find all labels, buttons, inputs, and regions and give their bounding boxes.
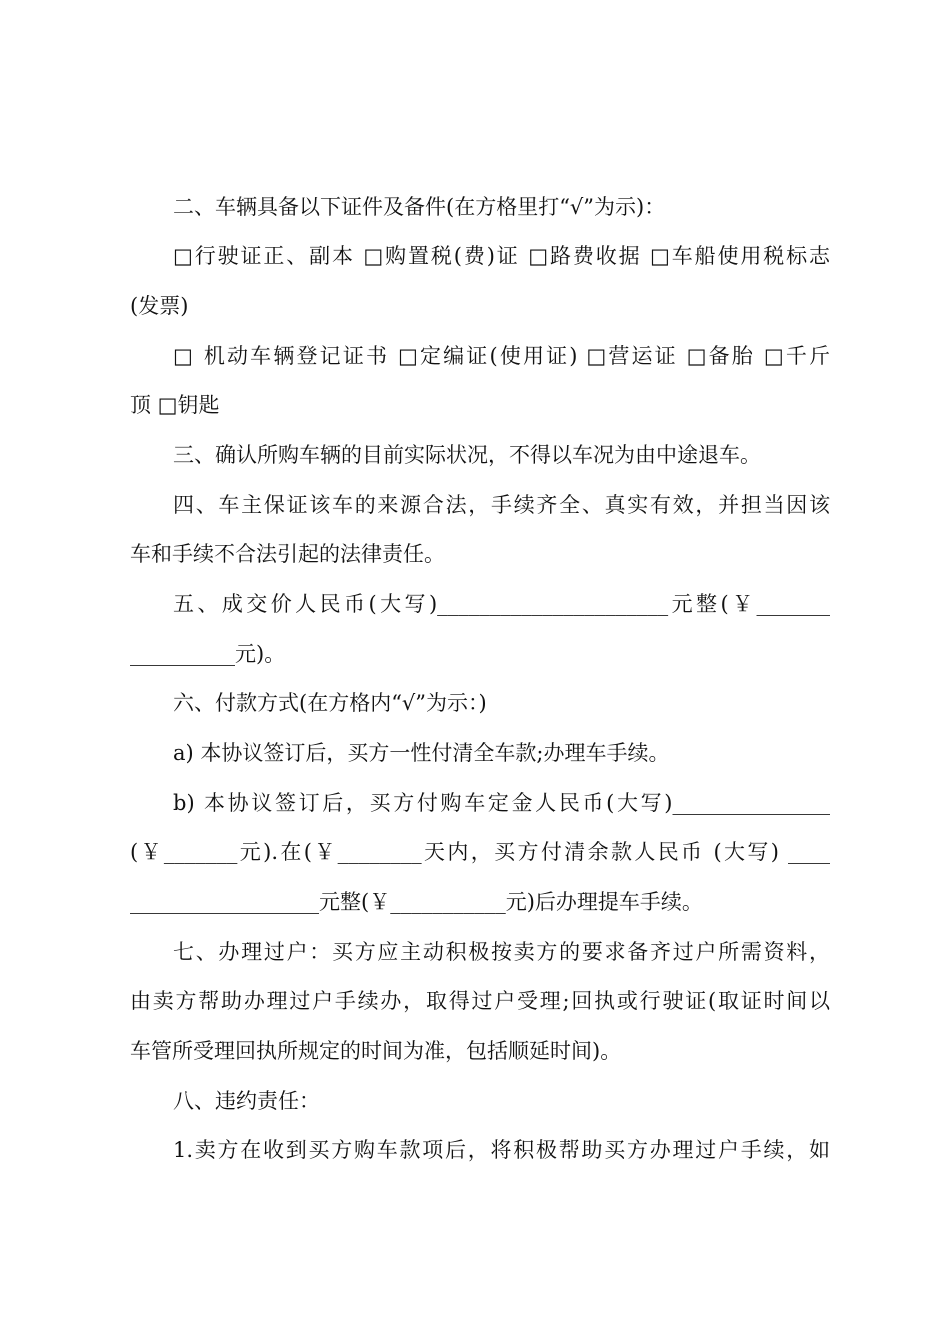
clause-3: 三、确认所购车辆的目前实际状况，不得以车况为由中途退车。: [173, 443, 761, 467]
clause-7-line-3: 车管所受理回执所规定的时间为准，包括顺延时间)。: [130, 1039, 622, 1063]
clause-2-checklist-line-4: 顶 □钥匙: [130, 393, 220, 417]
clause-6-option-b-line-3: __________________元整(￥___________元)后办理提车手续。: [130, 890, 703, 914]
clause-2-heading: 二、车辆具备以下证件及备件(在方格里打“√”为示)：: [173, 195, 666, 219]
clause-5-line-1: 五、成交价人民币(大写)______________________元整(￥_______: [173, 592, 830, 616]
clause-7-line-1: 七、办理过户：买方应主动积极按卖方的要求备齐过户所需资料，: [173, 940, 830, 964]
clause-7-line-2: 由卖方帮助办理过户手续办，取得过户受理;回执或行驶证(取证时间以: [130, 989, 830, 1013]
clause-5-line-2: __________元)。: [130, 642, 286, 666]
clause-6-option-b-line-2: (￥_______元).在(￥________天内，买方付清余款人民币 (大写) ____: [130, 840, 830, 864]
clause-6-option-b-line-1: b) 本协议签订后，买方付购车定金人民币(大写)_______________: [173, 791, 830, 815]
clause-4-line-1: 四、车主保证该车的来源合法，手续齐全、真实有效，并担当因该: [173, 493, 830, 517]
clause-6-heading: 六、付款方式(在方格内“√”为示：): [173, 691, 487, 715]
clause-8-heading: 八、违约责任：: [173, 1089, 320, 1113]
clause-6-option-a: a) 本协议签订后，买方一性付清全车款;办理车手续。: [173, 741, 670, 765]
clause-2-checklist-line-3: □ 机动车辆登记证书 □定编证(使用证) □营运证 □备胎 □千斤: [173, 344, 830, 368]
clause-2-checklist-line-2: (发票): [130, 294, 189, 318]
clause-2-checklist-line-1: □行驶证正、副本 □购置税(费)证 □路费收据 □车船使用税标志: [173, 244, 830, 268]
clause-8-item-1: 1.卖方在收到买方购车款项后，将积极帮助买方办理过户手续，如: [173, 1138, 830, 1162]
clause-4-line-2: 车和手续不合法引起的法律责任。: [130, 542, 445, 566]
